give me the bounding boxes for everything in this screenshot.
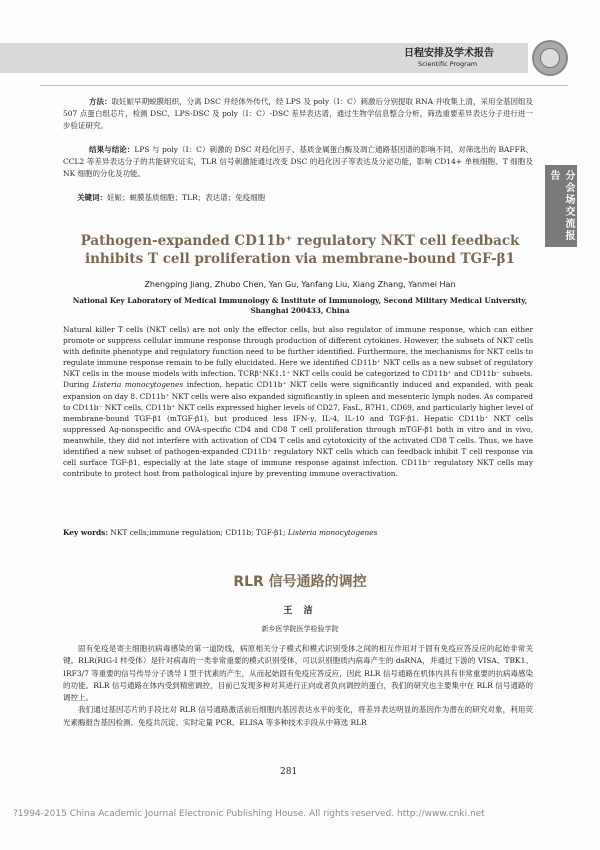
keywords-en-label: Key words: [63,528,109,537]
keywords-en-text: NKT cells;immune regulation; CD11b; TGF-β1; [108,528,288,537]
article-affiliation-zh: 新乡医学院医学检验学院 [261,625,339,633]
article-title-zh: RLR 信号通路的调控 [233,574,367,590]
page-number: 281 [280,767,298,777]
species-italic: Listeria monocytogenes [92,380,184,390]
article-author-zh: 王 洁 [283,606,317,616]
article-body-zh [63,643,533,729]
results-text: LPS 与 poly（I：C）刺激的 DSC 对趋化因子、基质金属蛋白酶及凋亡通路基因谱的影响不同，对筛选出的 BAFFR、CCL2 等差异表达分子的共能研究证实，TLR 信号刺激能通过改变 DSC 的趋化因子等表达及分泌功能，影响 CD14+ 单核细胞、T 细胞及 NK 细胞的分化及功能。 [63,145,534,178]
header-title: 日程安排及学术报告 [404,48,494,59]
keywords-zh-text: 妊娠；蜕膜基质细胞；TLR；表达谱；免疫细胞 [107,193,266,202]
copyright-footer: ?1994-2015 China Academic Journal Electronic Publishing House. All rights reserved. http://www.cnki.net [13,809,485,819]
body-paragraph-1: 固有免疫是寄主细胞抗病毒感染的第一道防线，病原相关分子模式和模式识别受体之间的相互作用对于固有免疫应答反应的起始非常关键。RLR(RIG-I 样受体）是针对病毒的一类非常重要的模式识别受体，可以识别胞质内病毒产生的 dsRNA，并通过下游的 VISA、TBK1、IRF3/7 等重要的信号传导分子诱导 I 型干扰素的产生，从而起始固有免疫应答反应，因此 RLR 信号通路在机体内具有非常重要的抗病毒感染的功能。RLR 信号通路在体内受到精密调控，目前已发现多种对其进行正向或者负向调控的蛋白，我们的研究也主要集中在 RLR 信号通路的调控上。 [63,644,533,703]
methods-label: 方法： [89,97,112,106]
results-paragraph [63,144,533,180]
results-label: 结果与结论： [89,145,135,154]
keywords-zh [77,192,265,203]
keywords-en-italic: Listeria monocytogenes [287,528,378,537]
methods-paragraph [63,96,533,132]
section-side-tab [545,165,577,247]
article-title-en: Pathogen-expanded CD11b⁺ regulatory NKT cell feedback inhibits T cell proliferation via membrane-bound TGF-β1 [80,233,520,267]
side-tab-label: 分会场交流报告 [548,170,574,242]
body-paragraph-2: 我们通过基因芯片的手段比对 RLR 信号通路激活前后细胞内基因表达水平的变化，将差异表达明显的基因作为潜在的研究对象，利用荧光素酶报告基因检测、免疫共沉淀、实时定量 PCR、ELISA 等多种技术手段从中筛选 RLR [63,705,533,727]
header-divider [40,85,568,86]
article-affiliation: National Key Laboratory of Medical Immunology & Institute of Immunology, Second Military Medical University, Shanghai 200433, China [72,296,528,315]
article-authors: Zhengping Jiang, Zhubo Chen, Yan Gu, Yanfang Liu, Xiang Zhang, Yanmei Han [144,280,456,289]
header-subtitle: Scientific Program [418,60,478,68]
society-logo-icon [532,40,568,76]
abstract-en: Natural killer T cells (NKT cells) are not only the effector cells, but also regulator of immune response, which can either promote or suppress cellular immune response through production of different cytokines. However, the subsets of NKT cells with definite phenotype and regulatory function need to be further identified. Furthermore, the mechanisms for NKT cells to regulate immune response remain to be fully elucidated. Here we identified CD11b⁺ NKT cells as a new subset of regulatory NKT cells in the mouse models with infection. TCRβ⁺NK1.1⁺ NKT cells could be categorized to CD11b⁺ and CD11b⁻ subsets. During Listeria monocytogenes infection, hepatic CD11b⁺ NKT cells were significantly induced and expanded, with peak expansion on day 8. CD11b⁺ NKT cells were also expanded significantly in spleen and mesenteric lymph nodes. As compared to CD11b⁻ NKT cells, CD11b⁺ NKT cells expressed higher levels of CD27, FasL, B7H1, CD69, and particularly higher level of membrane-bound TGF-β1 (mTGF-β1), but produced less IFN-γ, IL-4, IL-10 and TGF-β1. Hepatic CD11b⁺ NKT cells suppressed Ag-nonspecific and OVA-specific CD4 and CD8 T cell proliferation through mTGF-β1 both in vitro and in vivo, meanwhile, they did not interfere with activation of CD4 T cells and cytotoxicity of the activated CD8 T cells. Thus, we have identified a new subset of pathogen-expanded CD11b⁺ regulatory NKT cells which can feedback inhibit T cell response via cell surface TGF-β1, especially at the late stage of immune response against infection. CD11b⁺ regulatory NKT cells may contribute to protect host from pathological injure by preventing immune overactivation. [63,325,533,479]
keywords-en [63,528,377,537]
methods-text: 取妊娠早期蜕膜组织，分离 DSC 并经体外传代，经 LPS 及 poly（I：C）刺激后分别提取 RNA 并收集上清，采用全基因组及 507 点蛋白组芯片，检测 DSC、LPS-DSC 及 poly（I：C）-DSC 差异表达谱，通过生物学信息整合分析，筛选重要差异表达分子进行进一步验证研究。 [63,97,533,130]
keywords-zh-label: 关键词： [77,193,107,202]
